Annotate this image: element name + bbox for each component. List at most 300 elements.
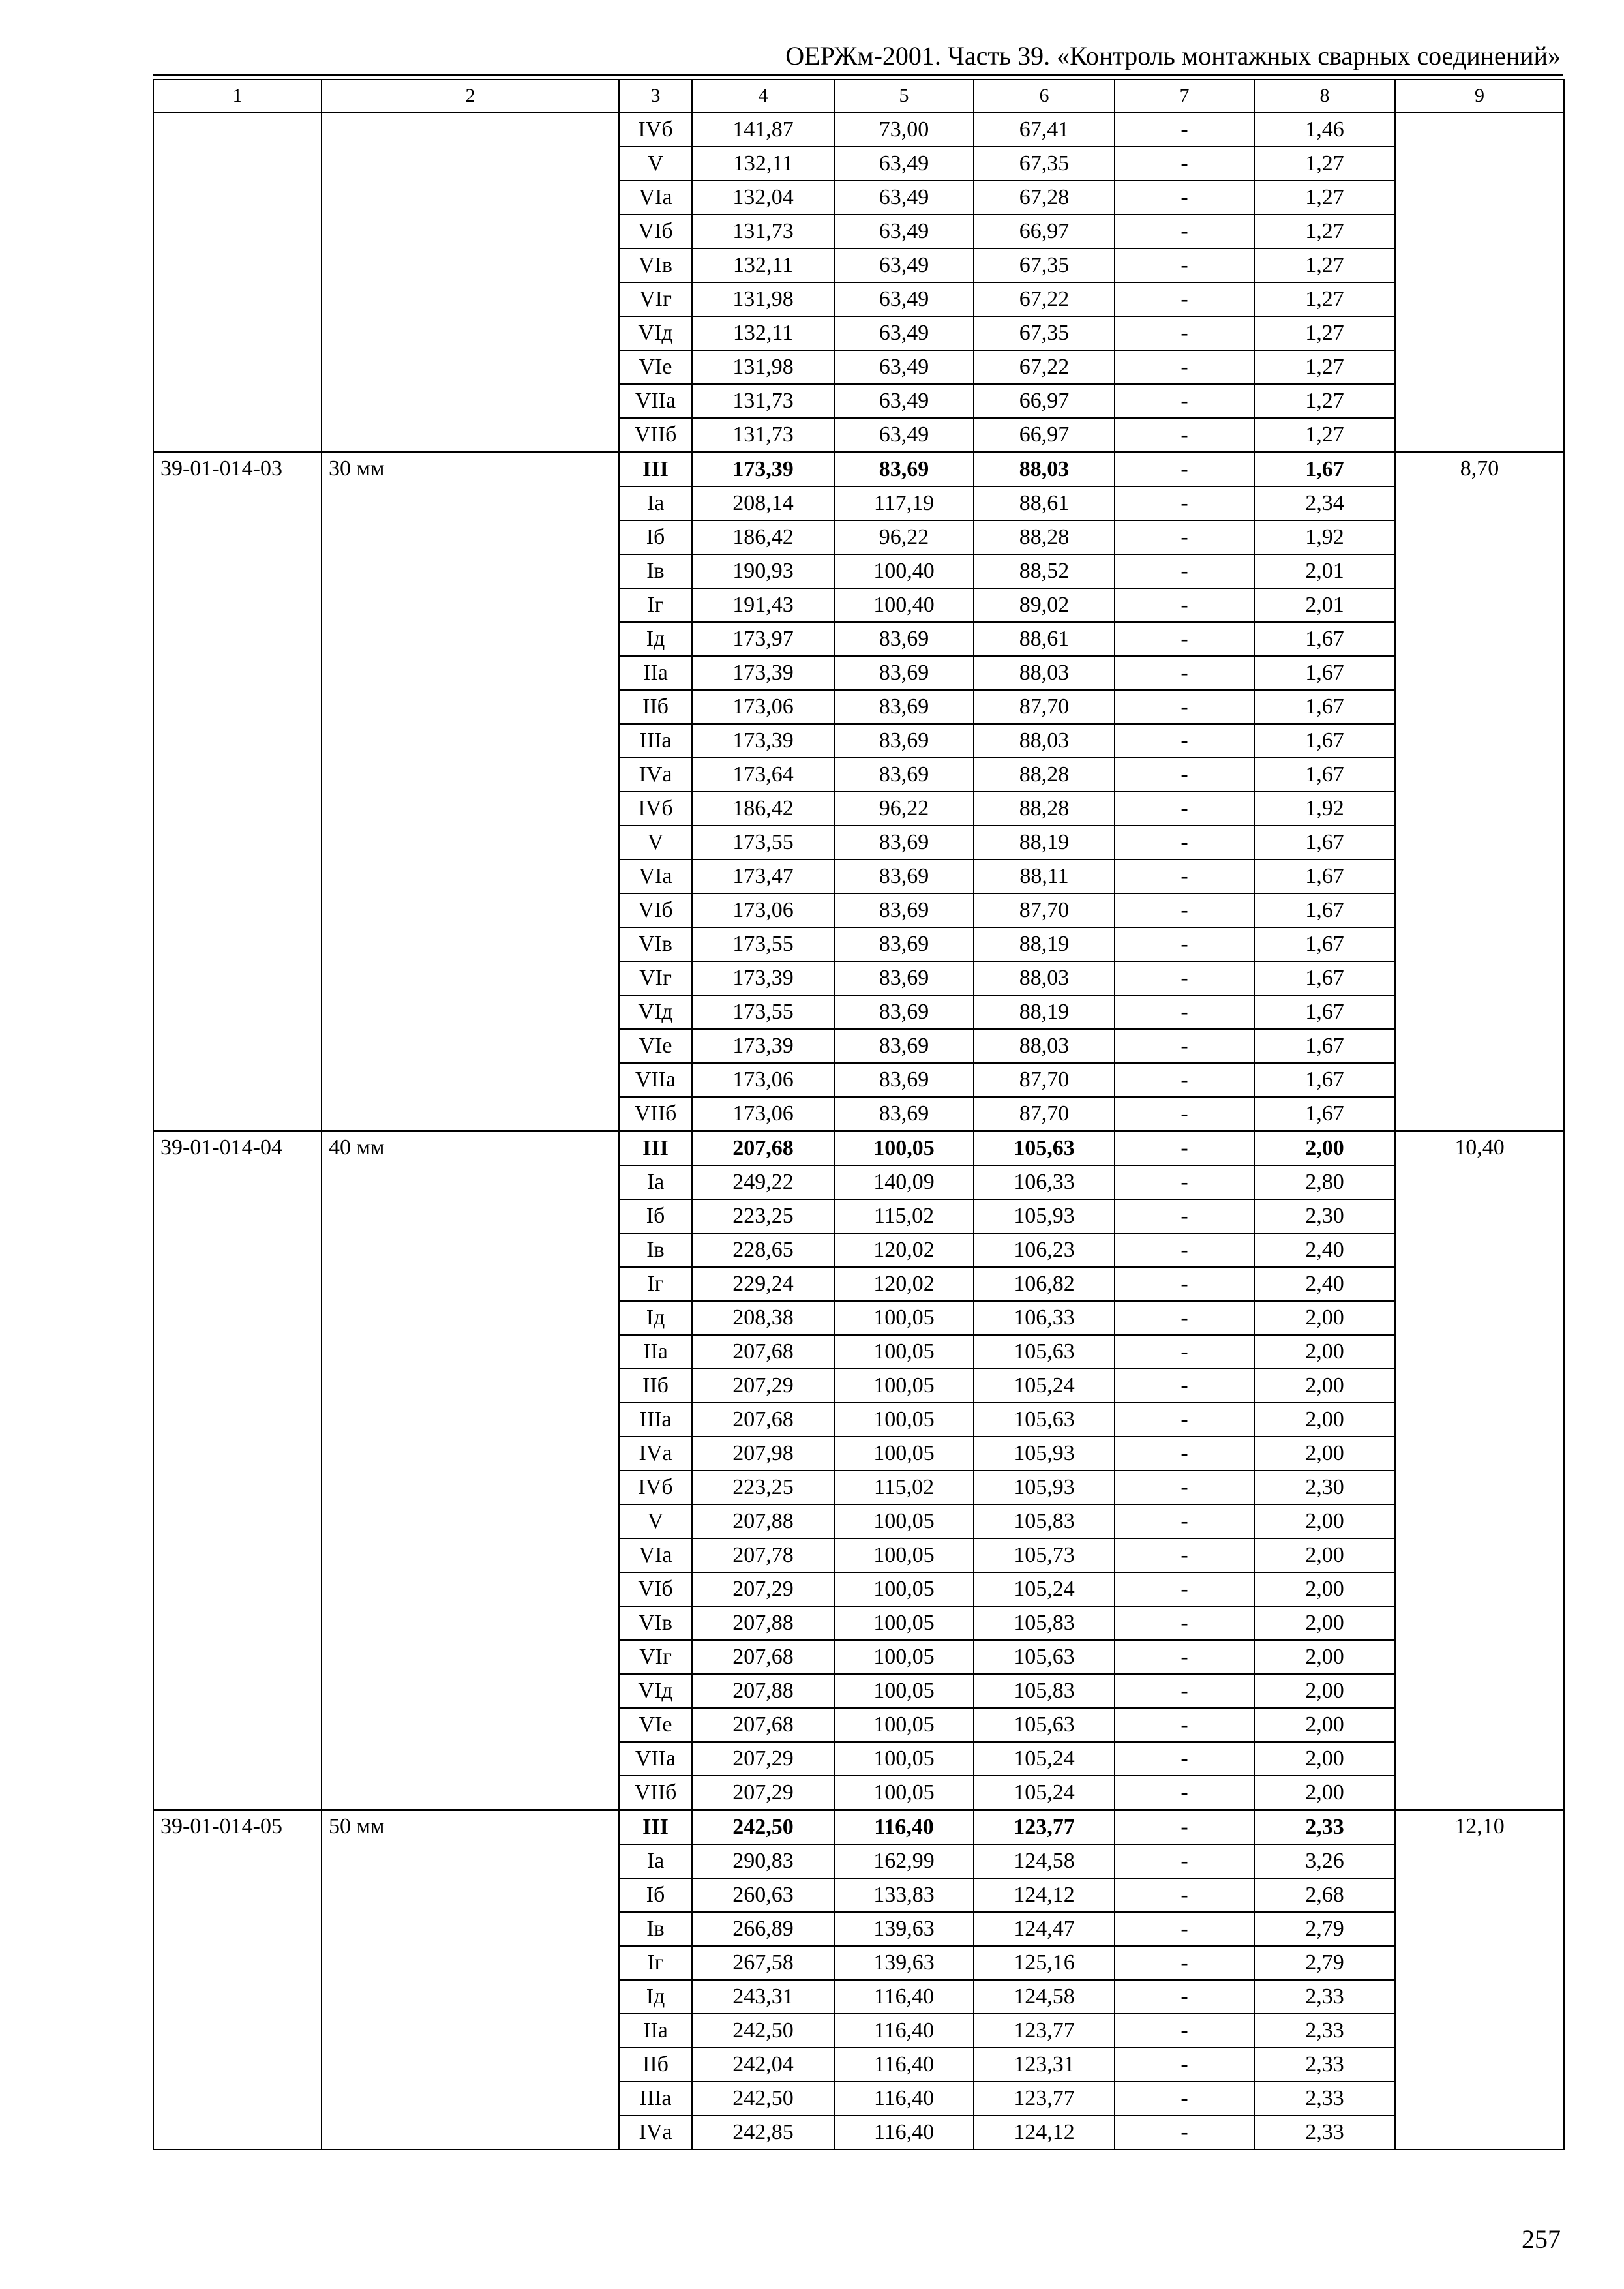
col7-cell: -	[1115, 622, 1254, 656]
col6-cell: 105,83	[974, 1606, 1115, 1640]
col6-cell: 88,28	[974, 792, 1115, 826]
col8-cell: 2,00	[1254, 1776, 1395, 1810]
col4-cell: 173,55	[692, 995, 834, 1029]
col7-cell: -	[1115, 554, 1254, 588]
column-number-2: 2	[322, 80, 619, 113]
col6-cell: 125,16	[974, 1946, 1115, 1980]
col4-cell: 173,55	[692, 826, 834, 860]
col7-cell: -	[1115, 826, 1254, 860]
col5-cell: 100,05	[834, 1708, 974, 1742]
col4-cell: 207,78	[692, 1538, 834, 1572]
col8-cell: 2,00	[1254, 1572, 1395, 1606]
col4-cell: 141,87	[692, 113, 834, 147]
col8-cell: 1,67	[1254, 826, 1395, 860]
col7-cell: -	[1115, 215, 1254, 248]
col5-cell: 100,05	[834, 1538, 974, 1572]
col7-cell: -	[1115, 1844, 1254, 1878]
col5-cell: 139,63	[834, 1912, 974, 1946]
row-label-cell: IIIа	[619, 1403, 692, 1437]
col6-cell: 87,70	[974, 690, 1115, 724]
row-label-cell: IIа	[619, 2014, 692, 2048]
column-number-9: 9	[1395, 80, 1564, 113]
col6-cell: 105,24	[974, 1369, 1115, 1403]
col5-cell: 83,69	[834, 927, 974, 961]
row-label-cell: VIIа	[619, 1742, 692, 1776]
col4-cell: 173,39	[692, 961, 834, 995]
column-number-6: 6	[974, 80, 1115, 113]
row-label-cell: III	[619, 1131, 692, 1166]
row-label-cell: VIIа	[619, 384, 692, 418]
col4-cell: 242,50	[692, 1810, 834, 1845]
col6-cell: 66,97	[974, 384, 1115, 418]
row-label-cell: VIб	[619, 1572, 692, 1606]
col4-cell: 207,88	[692, 1674, 834, 1708]
col6-cell: 67,28	[974, 181, 1115, 215]
col8-cell: 2,33	[1254, 2014, 1395, 2048]
col7-cell: -	[1115, 1572, 1254, 1606]
col5-cell: 83,69	[834, 758, 974, 792]
col5-cell: 63,49	[834, 181, 974, 215]
col5-cell: 63,49	[834, 282, 974, 316]
col6-cell: 124,12	[974, 1878, 1115, 1912]
col8-cell: 2,30	[1254, 1199, 1395, 1233]
col5-cell: 100,05	[834, 1572, 974, 1606]
col8-cell: 1,27	[1254, 384, 1395, 418]
col8-cell: 2,80	[1254, 1165, 1395, 1199]
row-label-cell: Iд	[619, 1301, 692, 1335]
row-label-cell: Iб	[619, 1199, 692, 1233]
col8-cell: 2,01	[1254, 588, 1395, 622]
col6-cell: 88,11	[974, 860, 1115, 893]
col6-cell: 105,63	[974, 1403, 1115, 1437]
row-label-cell: Iб	[619, 520, 692, 554]
col8-cell: 1,67	[1254, 656, 1395, 690]
col6-cell: 67,41	[974, 113, 1115, 147]
col5-cell: 116,40	[834, 1980, 974, 2014]
row-label-cell: IIб	[619, 2048, 692, 2082]
col6-cell: 88,61	[974, 486, 1115, 520]
col7-cell: -	[1115, 995, 1254, 1029]
row-label-cell: IVа	[619, 2116, 692, 2149]
col5-cell: 115,02	[834, 1471, 974, 1504]
col8-cell: 1,67	[1254, 758, 1395, 792]
col4-cell: 207,29	[692, 1776, 834, 1810]
col8-cell: 2,68	[1254, 1878, 1395, 1912]
col7-cell: -	[1115, 1878, 1254, 1912]
col6-cell: 123,77	[974, 2014, 1115, 2048]
col4-cell: 173,06	[692, 1063, 834, 1097]
col7-cell: -	[1115, 384, 1254, 418]
col7-cell: -	[1115, 1776, 1254, 1810]
col5-cell: 116,40	[834, 2082, 974, 2116]
col4-cell: 243,31	[692, 1980, 834, 2014]
col6-cell: 87,70	[974, 1063, 1115, 1097]
col8-cell: 2,33	[1254, 1980, 1395, 2014]
col5-cell: 63,49	[834, 147, 974, 181]
row-label-cell: VIIб	[619, 418, 692, 453]
row-label-cell: IVа	[619, 758, 692, 792]
col4-cell: 207,29	[692, 1572, 834, 1606]
col7-cell: -	[1115, 1029, 1254, 1063]
col6-cell: 88,61	[974, 622, 1115, 656]
col4-cell: 173,55	[692, 927, 834, 961]
col8-cell: 2,00	[1254, 1640, 1395, 1674]
col8-cell: 2,79	[1254, 1946, 1395, 1980]
col5-cell: 83,69	[834, 656, 974, 690]
row-label-cell: Iа	[619, 1165, 692, 1199]
col7-cell: -	[1115, 690, 1254, 724]
col5-cell: 162,99	[834, 1844, 974, 1878]
col4-cell: 207,68	[692, 1708, 834, 1742]
row-label-cell: Iв	[619, 1233, 692, 1267]
col4-cell: 131,98	[692, 282, 834, 316]
row-label-cell: V	[619, 1504, 692, 1538]
col4-cell: 260,63	[692, 1878, 834, 1912]
col8-cell: 2,00	[1254, 1504, 1395, 1538]
row-label-cell: Iд	[619, 1980, 692, 2014]
col8-cell: 1,67	[1254, 893, 1395, 927]
col4-cell: 290,83	[692, 1844, 834, 1878]
col5-cell: 83,69	[834, 826, 974, 860]
col8-cell: 2,00	[1254, 1131, 1395, 1166]
col4-cell: 266,89	[692, 1912, 834, 1946]
col4-cell: 242,50	[692, 2082, 834, 2116]
table-row	[153, 1810, 1564, 1845]
col7-cell: -	[1115, 520, 1254, 554]
col7-cell: -	[1115, 1708, 1254, 1742]
col6-cell: 124,47	[974, 1912, 1115, 1946]
col4-cell: 207,68	[692, 1640, 834, 1674]
row-label-cell: VIIа	[619, 1063, 692, 1097]
rate-code-cell: 39-01-014-03	[153, 453, 322, 1131]
row-label-cell: IIIа	[619, 2082, 692, 2116]
col4-cell: 207,68	[692, 1335, 834, 1369]
col8-cell: 2,00	[1254, 1674, 1395, 1708]
col4-cell: 173,06	[692, 1097, 834, 1131]
col8-cell: 1,67	[1254, 622, 1395, 656]
col7-cell: -	[1115, 792, 1254, 826]
col4-cell: 223,25	[692, 1471, 834, 1504]
col4-cell: 207,29	[692, 1742, 834, 1776]
col6-cell: 88,03	[974, 961, 1115, 995]
col5-cell: 83,69	[834, 1063, 974, 1097]
col5-cell: 83,69	[834, 1029, 974, 1063]
row-label-cell: IIа	[619, 656, 692, 690]
col5-cell: 120,02	[834, 1233, 974, 1267]
table-row	[153, 453, 1564, 487]
col6-cell: 124,58	[974, 1844, 1115, 1878]
col8-cell: 1,67	[1254, 1097, 1395, 1131]
col5-cell: 83,69	[834, 995, 974, 1029]
row-label-cell: VIа	[619, 1538, 692, 1572]
col8-cell: 1,27	[1254, 215, 1395, 248]
col6-cell: 67,35	[974, 248, 1115, 282]
col7-cell: -	[1115, 350, 1254, 384]
col7-cell: -	[1115, 113, 1254, 147]
col5-cell: 63,49	[834, 316, 974, 350]
col7-cell: -	[1115, 656, 1254, 690]
col7-cell: -	[1115, 2048, 1254, 2082]
col5-cell: 83,69	[834, 690, 974, 724]
col5-cell: 63,49	[834, 418, 974, 453]
col7-cell: -	[1115, 1063, 1254, 1097]
col8-cell: 2,01	[1254, 554, 1395, 588]
col6-cell: 67,22	[974, 350, 1115, 384]
row-label-cell: Iб	[619, 1878, 692, 1912]
col4-cell: 131,98	[692, 350, 834, 384]
col6-cell: 105,24	[974, 1742, 1115, 1776]
col4-cell: 207,68	[692, 1131, 834, 1166]
header-rule	[153, 74, 1563, 76]
col7-cell: -	[1115, 588, 1254, 622]
col8-cell: 2,00	[1254, 1708, 1395, 1742]
col4-cell: 229,24	[692, 1267, 834, 1301]
col6-cell: 89,02	[974, 588, 1115, 622]
col5-cell: 100,05	[834, 1403, 974, 1437]
col8-cell: 1,67	[1254, 453, 1395, 487]
col4-cell: 131,73	[692, 384, 834, 418]
col6-cell: 106,33	[974, 1301, 1115, 1335]
col4-cell: 190,93	[692, 554, 834, 588]
col8-cell: 1,27	[1254, 350, 1395, 384]
col8-cell: 1,67	[1254, 961, 1395, 995]
row-label-cell: VIд	[619, 995, 692, 1029]
col8-cell: 1,67	[1254, 1063, 1395, 1097]
col8-cell: 2,00	[1254, 1301, 1395, 1335]
row-label-cell: V	[619, 147, 692, 181]
col5-cell: 100,40	[834, 554, 974, 588]
col7-cell: -	[1115, 1504, 1254, 1538]
col5-cell: 100,05	[834, 1674, 974, 1708]
col7-cell: -	[1115, 1538, 1254, 1572]
column-number-5: 5	[834, 80, 974, 113]
col6-cell: 105,93	[974, 1437, 1115, 1471]
row-label-cell: V	[619, 826, 692, 860]
col5-cell: 83,69	[834, 1097, 974, 1131]
row-label-cell: IIб	[619, 690, 692, 724]
col8-cell: 2,33	[1254, 2048, 1395, 2082]
col6-cell: 88,19	[974, 995, 1115, 1029]
row-label-cell: VIIб	[619, 1776, 692, 1810]
column-number-1: 1	[153, 80, 322, 113]
col5-cell: 63,49	[834, 248, 974, 282]
col7-cell: -	[1115, 1606, 1254, 1640]
col8-cell: 1,27	[1254, 147, 1395, 181]
page-header: ОЕРЖм-2001. Часть 39. «Контроль монтажных сварных соединений»	[785, 41, 1561, 70]
row-label-cell: IVб	[619, 792, 692, 826]
row-label-cell: VIв	[619, 927, 692, 961]
col7-cell: -	[1115, 1131, 1254, 1166]
col4-cell: 132,11	[692, 248, 834, 282]
col4-cell: 131,73	[692, 215, 834, 248]
col5-cell: 100,05	[834, 1504, 974, 1538]
column-number-7: 7	[1115, 80, 1254, 113]
row-label-cell: IIа	[619, 1335, 692, 1369]
row-label-cell: VIг	[619, 961, 692, 995]
col4-cell: 186,42	[692, 520, 834, 554]
row-label-cell: IIIа	[619, 724, 692, 758]
row-label-cell: VIг	[619, 1640, 692, 1674]
col8-cell: 1,27	[1254, 418, 1395, 453]
row-label-cell: Iа	[619, 486, 692, 520]
col4-cell: 173,97	[692, 622, 834, 656]
col5-cell: 115,02	[834, 1199, 974, 1233]
row-label-cell: VIе	[619, 1029, 692, 1063]
col8-cell: 2,79	[1254, 1912, 1395, 1946]
col6-cell: 105,24	[974, 1572, 1115, 1606]
col6-cell: 124,58	[974, 1980, 1115, 2014]
col8-cell: 2,00	[1254, 1369, 1395, 1403]
row-label-cell: VIIб	[619, 1097, 692, 1131]
col6-cell: 105,73	[974, 1538, 1115, 1572]
col8-cell: 2,40	[1254, 1233, 1395, 1267]
row-label-cell: IVб	[619, 113, 692, 147]
row-label-cell: III	[619, 1810, 692, 1845]
col8-cell: 3,26	[1254, 1844, 1395, 1878]
col7-cell: -	[1115, 316, 1254, 350]
column-number-4: 4	[692, 80, 834, 113]
row-label-cell: IIб	[619, 1369, 692, 1403]
rate-code-cell: 39-01-014-04	[153, 1131, 322, 1810]
col4-cell: 207,88	[692, 1606, 834, 1640]
col7-cell: -	[1115, 147, 1254, 181]
col6-cell: 123,77	[974, 2082, 1115, 2116]
column-number-8: 8	[1254, 80, 1395, 113]
col4-cell: 191,43	[692, 588, 834, 622]
col6-cell: 105,93	[974, 1199, 1115, 1233]
col5-cell: 100,05	[834, 1742, 974, 1776]
col4-cell: 208,14	[692, 486, 834, 520]
rate-name-cell: 50 мм	[322, 1810, 619, 2150]
col8-cell: 1,67	[1254, 927, 1395, 961]
row-label-cell: VIд	[619, 316, 692, 350]
table-body	[153, 80, 1564, 2149]
col5-cell: 73,00	[834, 113, 974, 147]
col8-cell: 2,30	[1254, 1471, 1395, 1504]
col7-cell: -	[1115, 927, 1254, 961]
col4-cell: 249,22	[692, 1165, 834, 1199]
col5-cell: 83,69	[834, 622, 974, 656]
col5-cell: 63,49	[834, 215, 974, 248]
col5-cell: 116,40	[834, 1810, 974, 1845]
col4-cell: 173,39	[692, 453, 834, 487]
row-label-cell: VIе	[619, 1708, 692, 1742]
column-number-3: 3	[619, 80, 692, 113]
col5-cell: 116,40	[834, 2014, 974, 2048]
col4-cell: 208,38	[692, 1301, 834, 1335]
col6-cell: 66,97	[974, 215, 1115, 248]
col6-cell: 105,83	[974, 1504, 1115, 1538]
row-label-cell: Iа	[619, 1844, 692, 1878]
row-label-cell: Iд	[619, 622, 692, 656]
row-label-cell: VIв	[619, 1606, 692, 1640]
col4-cell: 173,47	[692, 860, 834, 893]
row-label-cell: VIг	[619, 282, 692, 316]
col5-cell: 100,05	[834, 1335, 974, 1369]
col4-cell: 228,65	[692, 1233, 834, 1267]
col8-cell: 2,33	[1254, 2082, 1395, 2116]
col6-cell: 67,35	[974, 316, 1115, 350]
col6-cell: 67,22	[974, 282, 1115, 316]
name-cell-empty	[322, 113, 619, 453]
col6-cell: 123,77	[974, 1810, 1115, 1845]
col5-cell: 116,40	[834, 2048, 974, 2082]
row-label-cell: VIб	[619, 893, 692, 927]
col4-cell: 223,25	[692, 1199, 834, 1233]
col5-cell: 83,69	[834, 453, 974, 487]
row-label-cell: IVб	[619, 1471, 692, 1504]
col6-cell: 66,97	[974, 418, 1115, 453]
col4-cell: 132,11	[692, 147, 834, 181]
col5-cell: 100,05	[834, 1131, 974, 1166]
col8-cell: 2,40	[1254, 1267, 1395, 1301]
col7-cell: -	[1115, 724, 1254, 758]
col6-cell: 87,70	[974, 1097, 1115, 1131]
col7-cell: -	[1115, 1165, 1254, 1199]
col4-cell: 173,39	[692, 656, 834, 690]
col4-cell: 242,04	[692, 2048, 834, 2082]
col7-cell: -	[1115, 1335, 1254, 1369]
column-number-row	[153, 80, 1564, 113]
col8-cell: 2,00	[1254, 1742, 1395, 1776]
col6-cell: 88,28	[974, 520, 1115, 554]
col8-cell: 1,46	[1254, 113, 1395, 147]
table-row	[153, 1131, 1564, 1166]
rate-name-cell: 30 мм	[322, 453, 619, 1131]
col7-cell: -	[1115, 961, 1254, 995]
row-label-cell: Iг	[619, 1946, 692, 1980]
rate-name-cell: 40 мм	[322, 1131, 619, 1810]
col7-cell: -	[1115, 1912, 1254, 1946]
col9-value-cell: 10,40	[1395, 1131, 1564, 1810]
col6-cell: 88,52	[974, 554, 1115, 588]
col4-cell: 131,73	[692, 418, 834, 453]
col5-cell: 83,69	[834, 961, 974, 995]
col5-cell: 96,22	[834, 792, 974, 826]
col5-cell: 120,02	[834, 1267, 974, 1301]
col6-cell: 106,33	[974, 1165, 1115, 1199]
col7-cell: -	[1115, 248, 1254, 282]
col7-cell: -	[1115, 181, 1254, 215]
col7-cell: -	[1115, 1233, 1254, 1267]
col7-cell: -	[1115, 1437, 1254, 1471]
col4-cell: 267,58	[692, 1946, 834, 1980]
col6-cell: 87,70	[974, 893, 1115, 927]
col8-cell: 1,27	[1254, 248, 1395, 282]
col6-cell: 105,93	[974, 1471, 1115, 1504]
col7-cell: -	[1115, 282, 1254, 316]
col5-cell: 100,05	[834, 1301, 974, 1335]
col6-cell: 88,19	[974, 927, 1115, 961]
col6-cell: 88,03	[974, 724, 1115, 758]
col4-cell: 173,64	[692, 758, 834, 792]
col8-cell: 2,00	[1254, 1335, 1395, 1369]
col7-cell: -	[1115, 1640, 1254, 1674]
col6-cell: 106,23	[974, 1233, 1115, 1267]
col8-cell: 1,92	[1254, 792, 1395, 826]
col7-cell: -	[1115, 893, 1254, 927]
col5-cell: 100,05	[834, 1640, 974, 1674]
col5-cell: 139,63	[834, 1946, 974, 1980]
col6-cell: 123,31	[974, 2048, 1115, 2082]
col4-cell: 242,85	[692, 2116, 834, 2149]
col6-cell: 88,03	[974, 453, 1115, 487]
col6-cell: 105,63	[974, 1131, 1115, 1166]
row-label-cell: VIа	[619, 860, 692, 893]
col5-cell: 83,69	[834, 724, 974, 758]
col7-cell: -	[1115, 1674, 1254, 1708]
col8-cell: 1,67	[1254, 724, 1395, 758]
